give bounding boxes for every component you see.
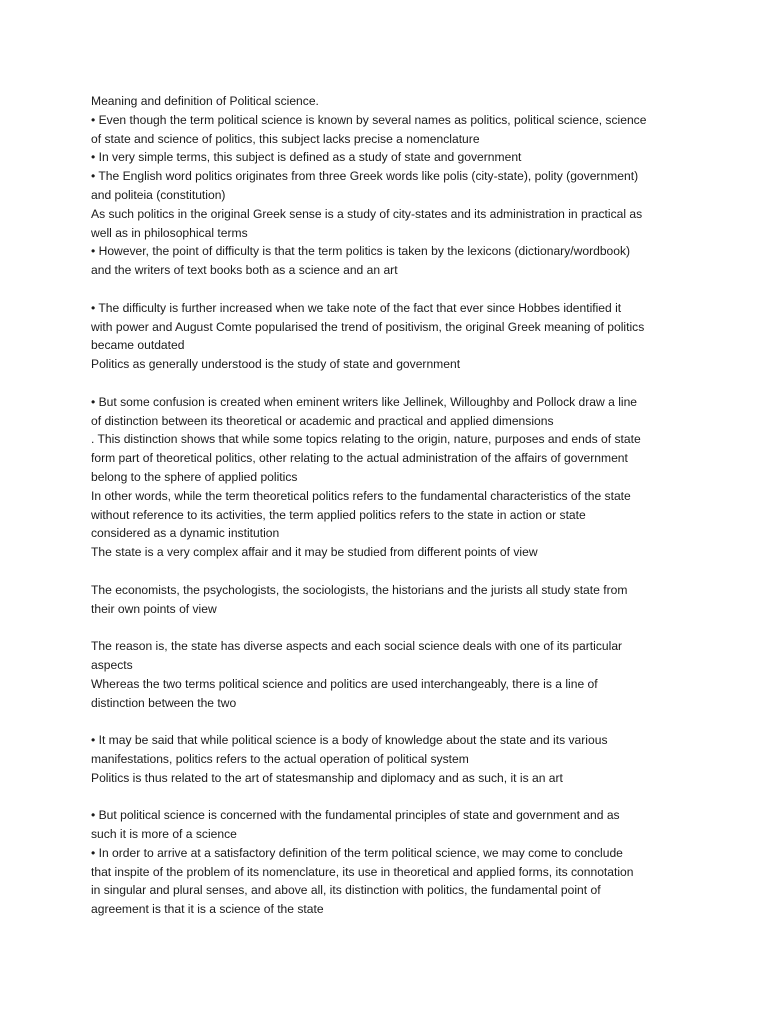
paragraph-gap	[91, 280, 681, 299]
text-line: well as in philosophical terms	[91, 225, 248, 240]
text-line: • The English word politics originates from three Greek words like polis (city-state), polity (government)	[91, 169, 639, 184]
text-line: The economists, the psychologists, the sociologists, the historians and the jurists all study state from	[91, 582, 628, 597]
text-line: • However, the point of difficulty is that the term politics is taken by the lexicons (dictionary/wordbook)	[91, 244, 631, 259]
paragraph-gap	[91, 562, 681, 581]
text-line: with power and August Comte popularised the trend of positivism, the original Greek meaning of politics	[91, 319, 645, 334]
text-line: Whereas the two terms political science and politics are used interchangeably, there is a line of	[91, 676, 598, 691]
text-line: As such politics in the original Greek sense is a study of city-states and its administration in practical as	[91, 206, 643, 221]
text-line: and politeia (constitution)	[91, 187, 226, 202]
text-line: The state is a very complex affair and it may be studied from different points of view	[91, 545, 538, 560]
text-line: • But some confusion is created when eminent writers like Jellinek, Willoughby and Pollock draw a line	[91, 394, 638, 409]
text-line: their own points of view	[91, 601, 217, 616]
text-line: in singular and plural senses, and above all, its distinction with politics, the fundamental point of	[91, 883, 601, 898]
text-line: • It may be said that while political science is a body of knowledge about the state and its various	[91, 733, 608, 748]
text-line: of distinction between its theoretical or academic and practical and applied dimensions	[91, 413, 554, 428]
text-line: In other words, while the term theoretical politics refers to the fundamental characteristics of the state	[91, 488, 631, 503]
text-line: The reason is, the state has diverse aspects and each social science deals with one of its particular	[91, 639, 623, 654]
document-body	[91, 92, 681, 919]
text-line: considered as a dynamic institution	[91, 526, 280, 541]
text-line: • In very simple terms, this subject is defined as a study of state and government	[91, 150, 522, 165]
paragraph-gap	[91, 618, 681, 637]
paragraph-gap	[91, 374, 681, 393]
text-line: • Even though the term political science is known by several names as politics, political science, science	[91, 112, 647, 127]
text-line: • In order to arrive at a satisfactory definition of the term political science, we may come to conclude	[91, 845, 623, 860]
paragraph-gap	[91, 787, 681, 806]
document-title: Meaning and definition of Political science.	[91, 94, 319, 108]
text-line: manifestations, politics refers to the actual operation of political system	[91, 751, 469, 766]
text-line: aspects	[91, 657, 133, 672]
text-line: form part of theoretical politics, other relating to the actual administration of the affairs of government	[91, 451, 628, 466]
text-line: of state and science of politics, this subject lacks precise a nomenclature	[91, 131, 480, 146]
text-line: Politics is thus related to the art of statesmanship and diplomacy and as such, it is an art	[91, 770, 563, 785]
text-line: • The difficulty is further increased when we take note of the fact that ever since Hobbes identified it	[91, 300, 622, 315]
text-line: • But political science is concerned with the fundamental principles of state and government and as	[91, 808, 620, 823]
paragraph-gap	[91, 712, 681, 731]
text-line: without reference to its activities, the term applied politics refers to the state in action or state	[91, 507, 586, 522]
text-line: distinction between the two	[91, 695, 237, 710]
text-line: such it is more of a science	[91, 827, 237, 842]
text-line: that inspite of the problem of its nomenclature, its use in theoretical and applied forms, its connotation	[91, 864, 634, 879]
text-line: agreement is that it is a science of the state	[91, 902, 324, 917]
text-line: became outdated	[91, 338, 185, 353]
text-line: Politics as generally understood is the study of state and government	[91, 357, 461, 372]
text-line: . This distinction shows that while some topics relating to the origin, nature, purposes and ends of state	[91, 432, 641, 447]
text-line: belong to the sphere of applied politics	[91, 469, 298, 484]
text-line: and the writers of text books both as a science and an art	[91, 263, 398, 278]
